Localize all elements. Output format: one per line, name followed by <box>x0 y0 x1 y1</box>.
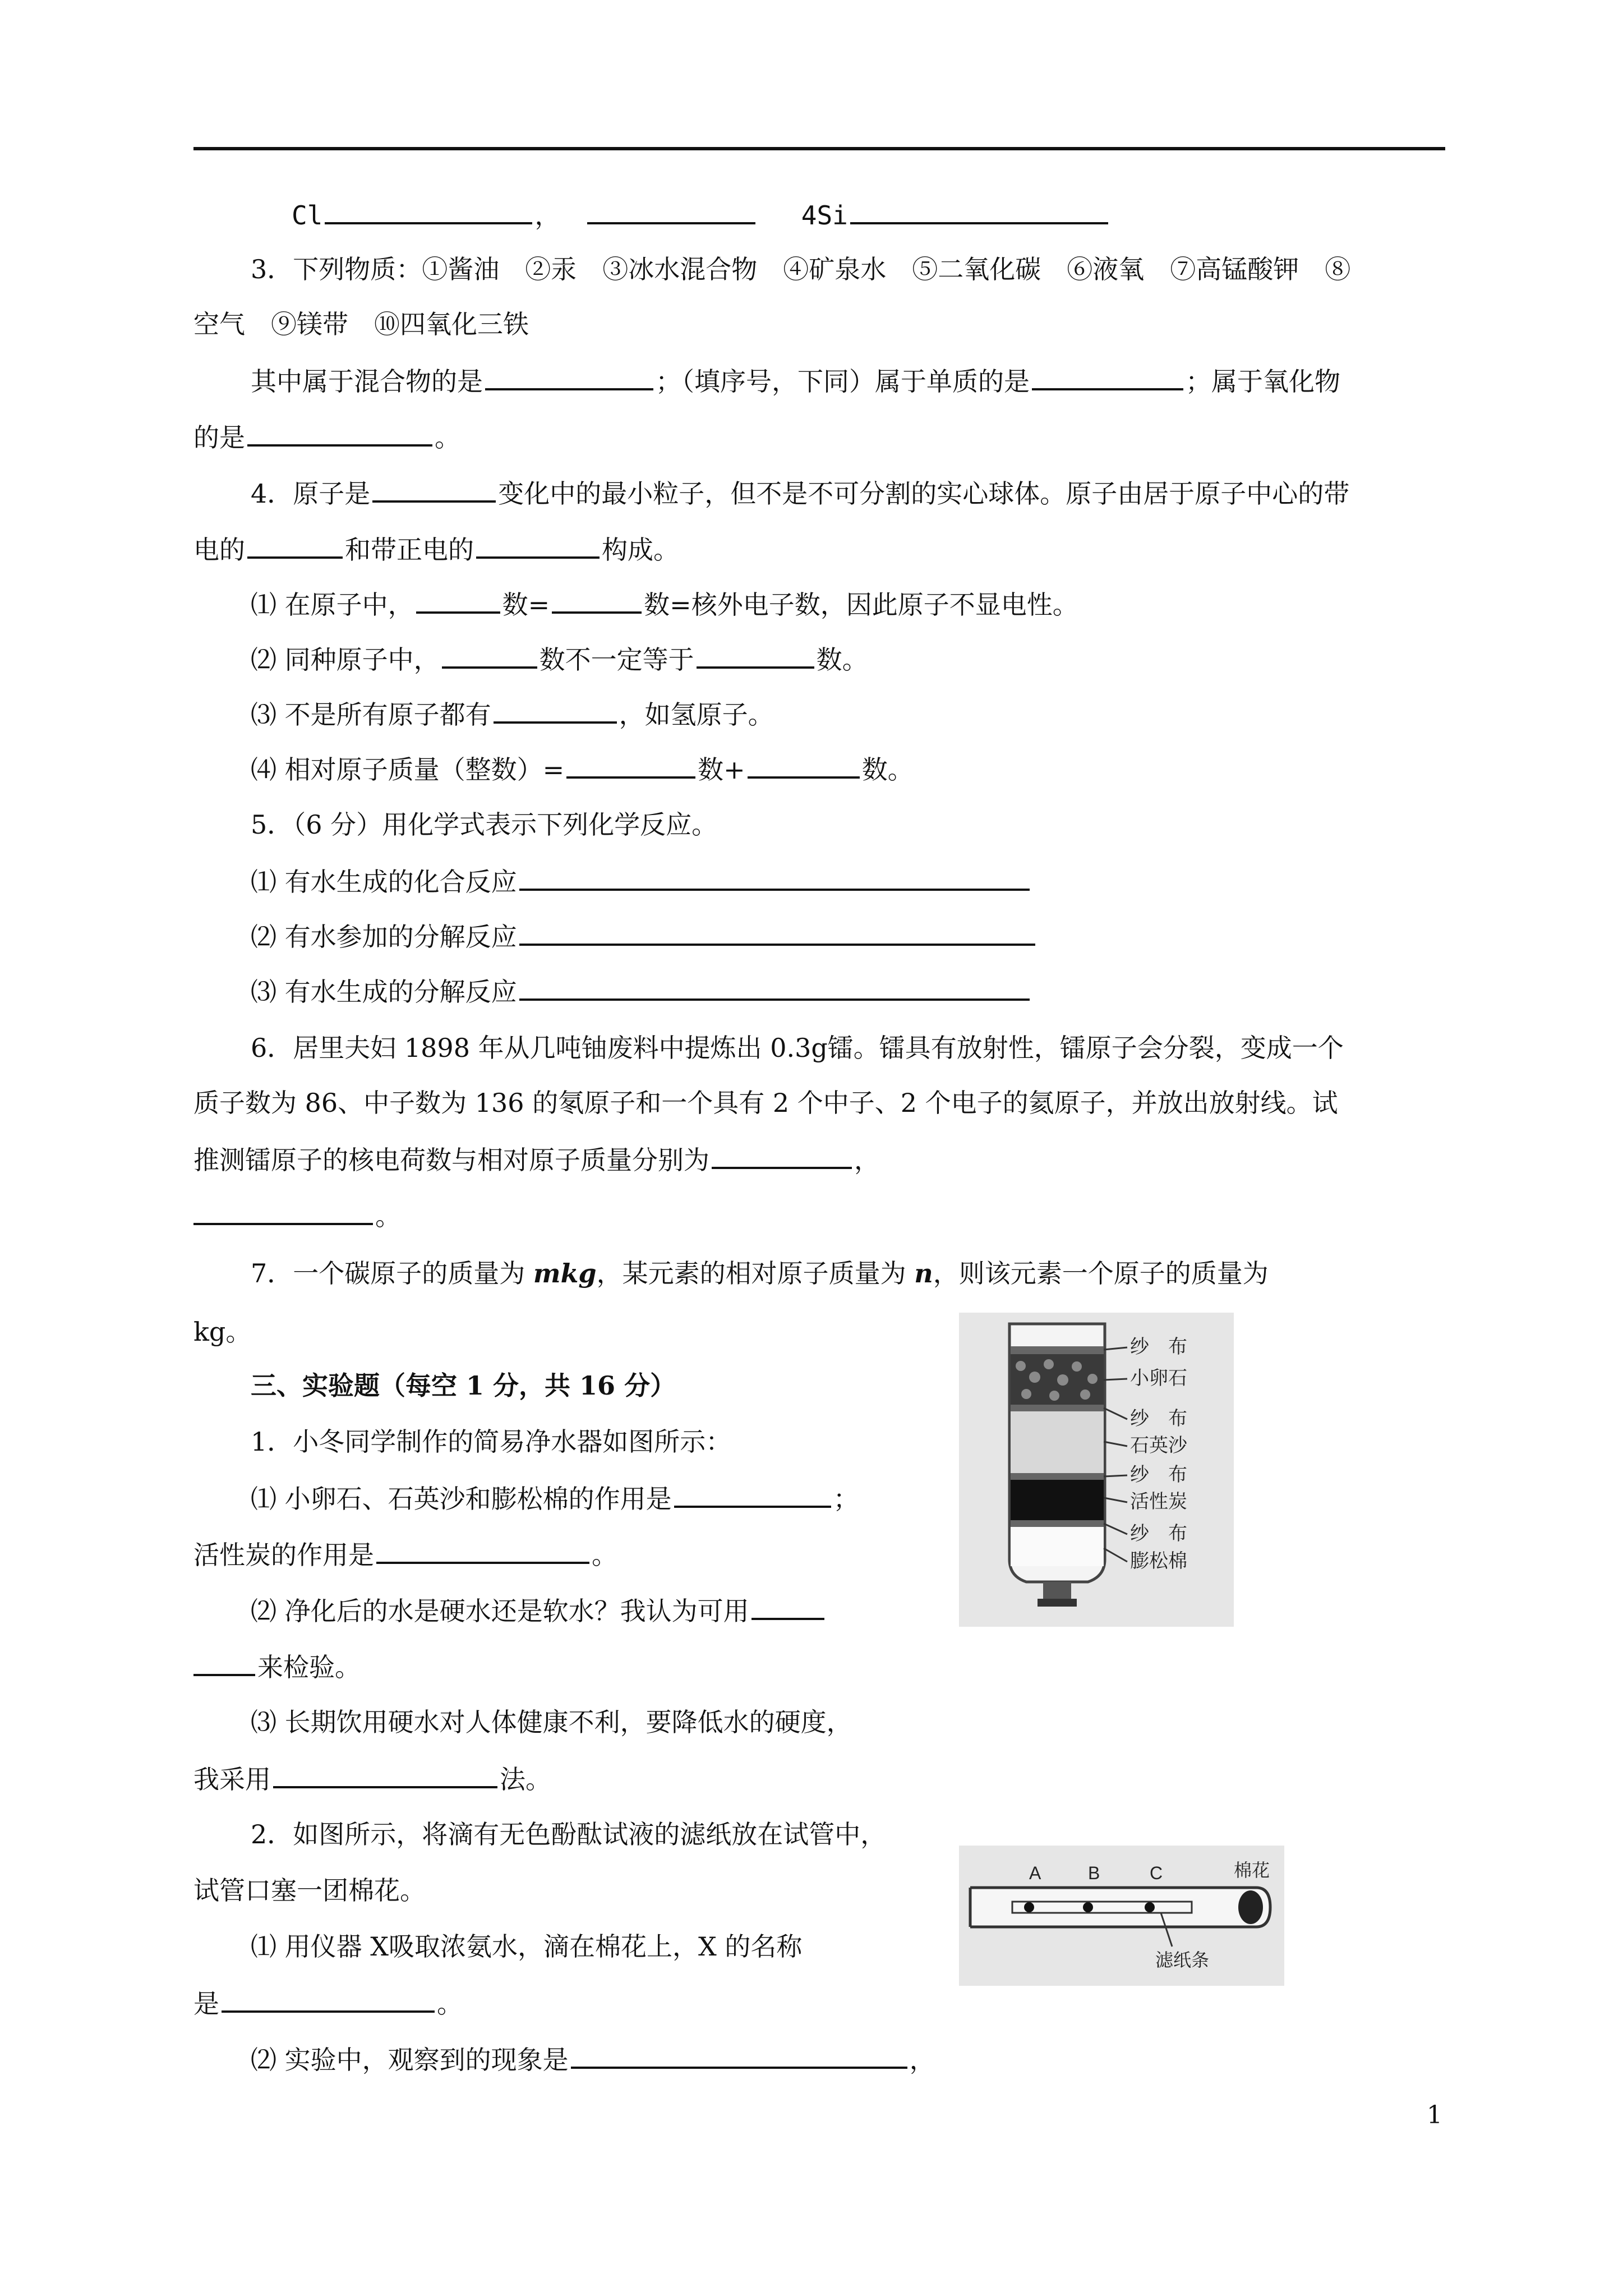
fig2-label-cotton: 棉花 <box>1234 1860 1270 1880</box>
text: 其中属于混合物的是 <box>251 366 483 397</box>
blank[interactable] <box>372 476 496 503</box>
fig1-label: 活性炭 <box>1130 1491 1187 1512</box>
blank[interactable] <box>376 1537 589 1564</box>
q5-sub2 <box>251 919 1038 954</box>
s3-q2-sub1b <box>193 1986 463 2021</box>
q3-line1: 3．下列物质：①酱油 ②汞 ③冰水混合物 ④矿泉水 ⑤二氧化碳 ⑥液氧 ⑦高锰酸钾 ⑧ <box>251 254 1351 284</box>
blank[interactable] <box>674 1481 831 1508</box>
q3-line3 <box>251 364 1340 398</box>
q4-line1 <box>251 476 1349 510</box>
test-tube <box>970 1888 1270 1927</box>
text: 数不一定等于 <box>539 645 694 675</box>
text: ⑵ 净化后的水是硬水还是软水？我认为可用 <box>251 1596 749 1626</box>
fig2-label-a: A <box>1029 1863 1041 1883</box>
blank[interactable] <box>247 420 432 447</box>
text: 构成。 <box>602 535 679 565</box>
q7-line2: kg。 <box>193 1317 252 1347</box>
drop-a <box>1024 1902 1034 1912</box>
s3-q2-sub1: ⑴ 用仪器 X吸取浓氨水，滴在棉花上，X 的名称 <box>251 1931 803 1962</box>
text: 推测镭原子的核电荷数与相对原子质量分别为 <box>193 1145 709 1175</box>
s3-q1-sub2 <box>251 1593 827 1628</box>
text: ；属于氧化物 <box>1186 366 1340 397</box>
blank[interactable] <box>442 642 537 669</box>
text: ⑵ 有水参加的分解反应 <box>251 922 517 952</box>
fig2-label-strip: 滤纸条 <box>1155 1950 1210 1970</box>
q6-line2: 质子数为 86、中子数为 136 的氡原子和一个具有 2 个中子、2 个电子的氦原子，并放出放射线。试 <box>193 1088 1338 1118</box>
text: 活性炭的作用是 <box>193 1540 374 1570</box>
s3-q2-line2: 试管口塞一团棉花。 <box>193 1875 426 1906</box>
activated-carbon-layer <box>1011 1480 1104 1520</box>
fig1-label: 纱 布 <box>1130 1336 1187 1358</box>
bottle-cap <box>1038 1599 1077 1607</box>
text: ，如氢原子。 <box>619 700 774 730</box>
text: ， <box>854 1145 880 1175</box>
fig1-label: 膨松棉 <box>1130 1550 1187 1572</box>
text: 法。 <box>500 1764 551 1795</box>
text: 的是 <box>193 422 245 453</box>
text: 4Si <box>801 200 848 231</box>
blank[interactable] <box>519 919 1035 946</box>
text: ⑷ 相对原子质量（整数）= <box>251 754 565 785</box>
q4-sub1 <box>251 587 1078 622</box>
text: 。 <box>592 1540 617 1570</box>
blank[interactable] <box>587 197 755 224</box>
blank[interactable] <box>325 197 532 224</box>
text: 是 <box>193 1989 219 2019</box>
blank[interactable] <box>222 1986 435 2013</box>
q7-line1 <box>251 1257 1269 1290</box>
blank[interactable] <box>571 2042 907 2069</box>
q3-line2: 空气 ⑨镁带 ⑩四氧化三铁 <box>193 309 529 339</box>
blank[interactable] <box>476 532 600 559</box>
blank[interactable] <box>494 697 617 724</box>
q5-sub3 <box>251 974 1032 1009</box>
blank[interactable] <box>193 1649 255 1676</box>
blank[interactable] <box>751 1593 824 1620</box>
s3-q1-sub1b <box>193 1537 617 1572</box>
blank[interactable] <box>748 752 860 779</box>
q4-sub4 <box>251 752 914 786</box>
fig2-label-c: C <box>1150 1863 1163 1883</box>
text: ；（填序号，下同）属于单质的是 <box>656 366 1030 397</box>
text: ，某元素的相对原子质量为 <box>596 1258 915 1289</box>
cotton-layer <box>1011 1527 1104 1566</box>
test-tube-figure <box>959 1846 1284 1986</box>
s3-q1-sub3: ⑶ 长期饮用硬水对人体健康不利，要降低水的硬度， <box>251 1707 852 1737</box>
text: 数。 <box>816 645 868 675</box>
formula-line <box>292 197 1110 232</box>
drop-c <box>1145 1902 1155 1912</box>
text: 电的 <box>193 535 245 565</box>
q6-line4 <box>193 1198 401 1233</box>
text: ； <box>833 1484 859 1514</box>
header-rule <box>193 147 1445 150</box>
q4-line2 <box>193 532 679 567</box>
drop-b <box>1083 1902 1093 1912</box>
text: 数=核外电子数，因此原子不显电性。 <box>644 590 1078 620</box>
fig1-label: 小卵石 <box>1130 1368 1187 1389</box>
blank[interactable] <box>247 532 343 559</box>
quartz-sand-layer <box>1011 1411 1104 1473</box>
q6-line1: 6．居里夫妇 1898 年从几吨铀废料中提炼出 0.3g镭。镭具有放射性，镭原子会分裂，变成一个 <box>251 1033 1344 1063</box>
text: 。 <box>375 1201 401 1231</box>
text: ， <box>534 200 561 231</box>
blank[interactable] <box>566 752 695 779</box>
q6-line3 <box>193 1142 880 1177</box>
fig1-label: 纱 布 <box>1130 1408 1187 1429</box>
blank[interactable] <box>850 197 1108 224</box>
gauze-layer <box>1011 1405 1104 1411</box>
blank[interactable] <box>485 364 653 390</box>
text: 。 <box>437 1989 463 2019</box>
water-purifier-figure <box>959 1313 1234 1627</box>
s3-q1-sub2b <box>193 1649 361 1684</box>
blank[interactable] <box>416 587 500 614</box>
text: ，则该元素一个原子的质量为 <box>933 1258 1269 1289</box>
mass-symbol: mkg <box>533 1258 597 1289</box>
blank[interactable] <box>697 642 814 669</box>
q5-sub1 <box>251 864 1032 899</box>
text: ⑴ 小卵石、石英沙和膨松棉的作用是 <box>251 1484 672 1514</box>
q3-line4 <box>193 420 460 454</box>
blank[interactable] <box>519 864 1030 891</box>
q4-sub2 <box>251 642 868 677</box>
blank[interactable] <box>519 974 1030 1001</box>
s3-q1-sub3b <box>193 1761 551 1796</box>
s3-q1-sub1 <box>251 1481 859 1516</box>
text: 数= <box>502 590 550 620</box>
s3-q2-sub2 <box>251 2042 935 2077</box>
cotton-plug <box>1238 1890 1263 1924</box>
text: ⑵ 实验中，观察到的现象是 <box>251 2045 569 2075</box>
text: 来检验。 <box>257 1652 361 1682</box>
page-number: 1 <box>1427 2101 1442 2129</box>
fig1-label: 纱 布 <box>1130 1464 1187 1485</box>
text: 数。 <box>861 754 914 785</box>
blank[interactable] <box>193 1198 373 1225</box>
gauze-layer <box>1011 1346 1104 1354</box>
text: 。 <box>435 422 460 453</box>
text: 和带正电的 <box>345 535 474 565</box>
blank[interactable] <box>552 587 642 614</box>
text: Cl <box>292 200 323 231</box>
blank[interactable] <box>273 1761 497 1788</box>
text: 我采用 <box>193 1764 271 1795</box>
fig1-label: 石英沙 <box>1130 1435 1187 1456</box>
text: 数+ <box>698 754 745 785</box>
section3-title: 三、实验题（每空 1 分，共 16 分） <box>251 1370 676 1401</box>
text: ⑴ 有水生成的化合反应 <box>251 867 517 897</box>
text: 4．原子是 <box>251 478 371 509</box>
text: ⑵ 同种原子中， <box>251 645 440 675</box>
blank[interactable] <box>1032 364 1183 390</box>
fig2-label-b: B <box>1088 1863 1100 1883</box>
gauze-layer <box>1011 1520 1104 1527</box>
text: 7．一个碳原子的质量为 <box>251 1258 533 1289</box>
bottle-cap <box>1043 1582 1071 1599</box>
text: ⑴ 在原子中， <box>251 590 414 620</box>
fig1-label: 纱 布 <box>1130 1523 1187 1544</box>
blank[interactable] <box>712 1142 852 1169</box>
text: 变化中的最小粒子，但不是不可分割的实心球体。原子由居于原子中心的带 <box>498 478 1350 509</box>
s3-q2-line1: 2．如图所示，将滴有无色酚酞试液的滤纸放在试管中， <box>251 1819 887 1849</box>
text: ⑶ 有水生成的分解反应 <box>251 977 517 1007</box>
text: ， <box>909 2045 935 2075</box>
relative-mass-symbol: n <box>914 1258 933 1289</box>
q4-sub3 <box>251 697 774 731</box>
gauze-layer <box>1011 1473 1104 1480</box>
s3-q1: 1．小冬同学制作的简易净水器如图所示： <box>251 1427 732 1457</box>
q5-title: 5．（6 分）用化学式表示下列化学反应。 <box>251 809 718 840</box>
text: ⑶ 不是所有原子都有 <box>251 700 491 730</box>
